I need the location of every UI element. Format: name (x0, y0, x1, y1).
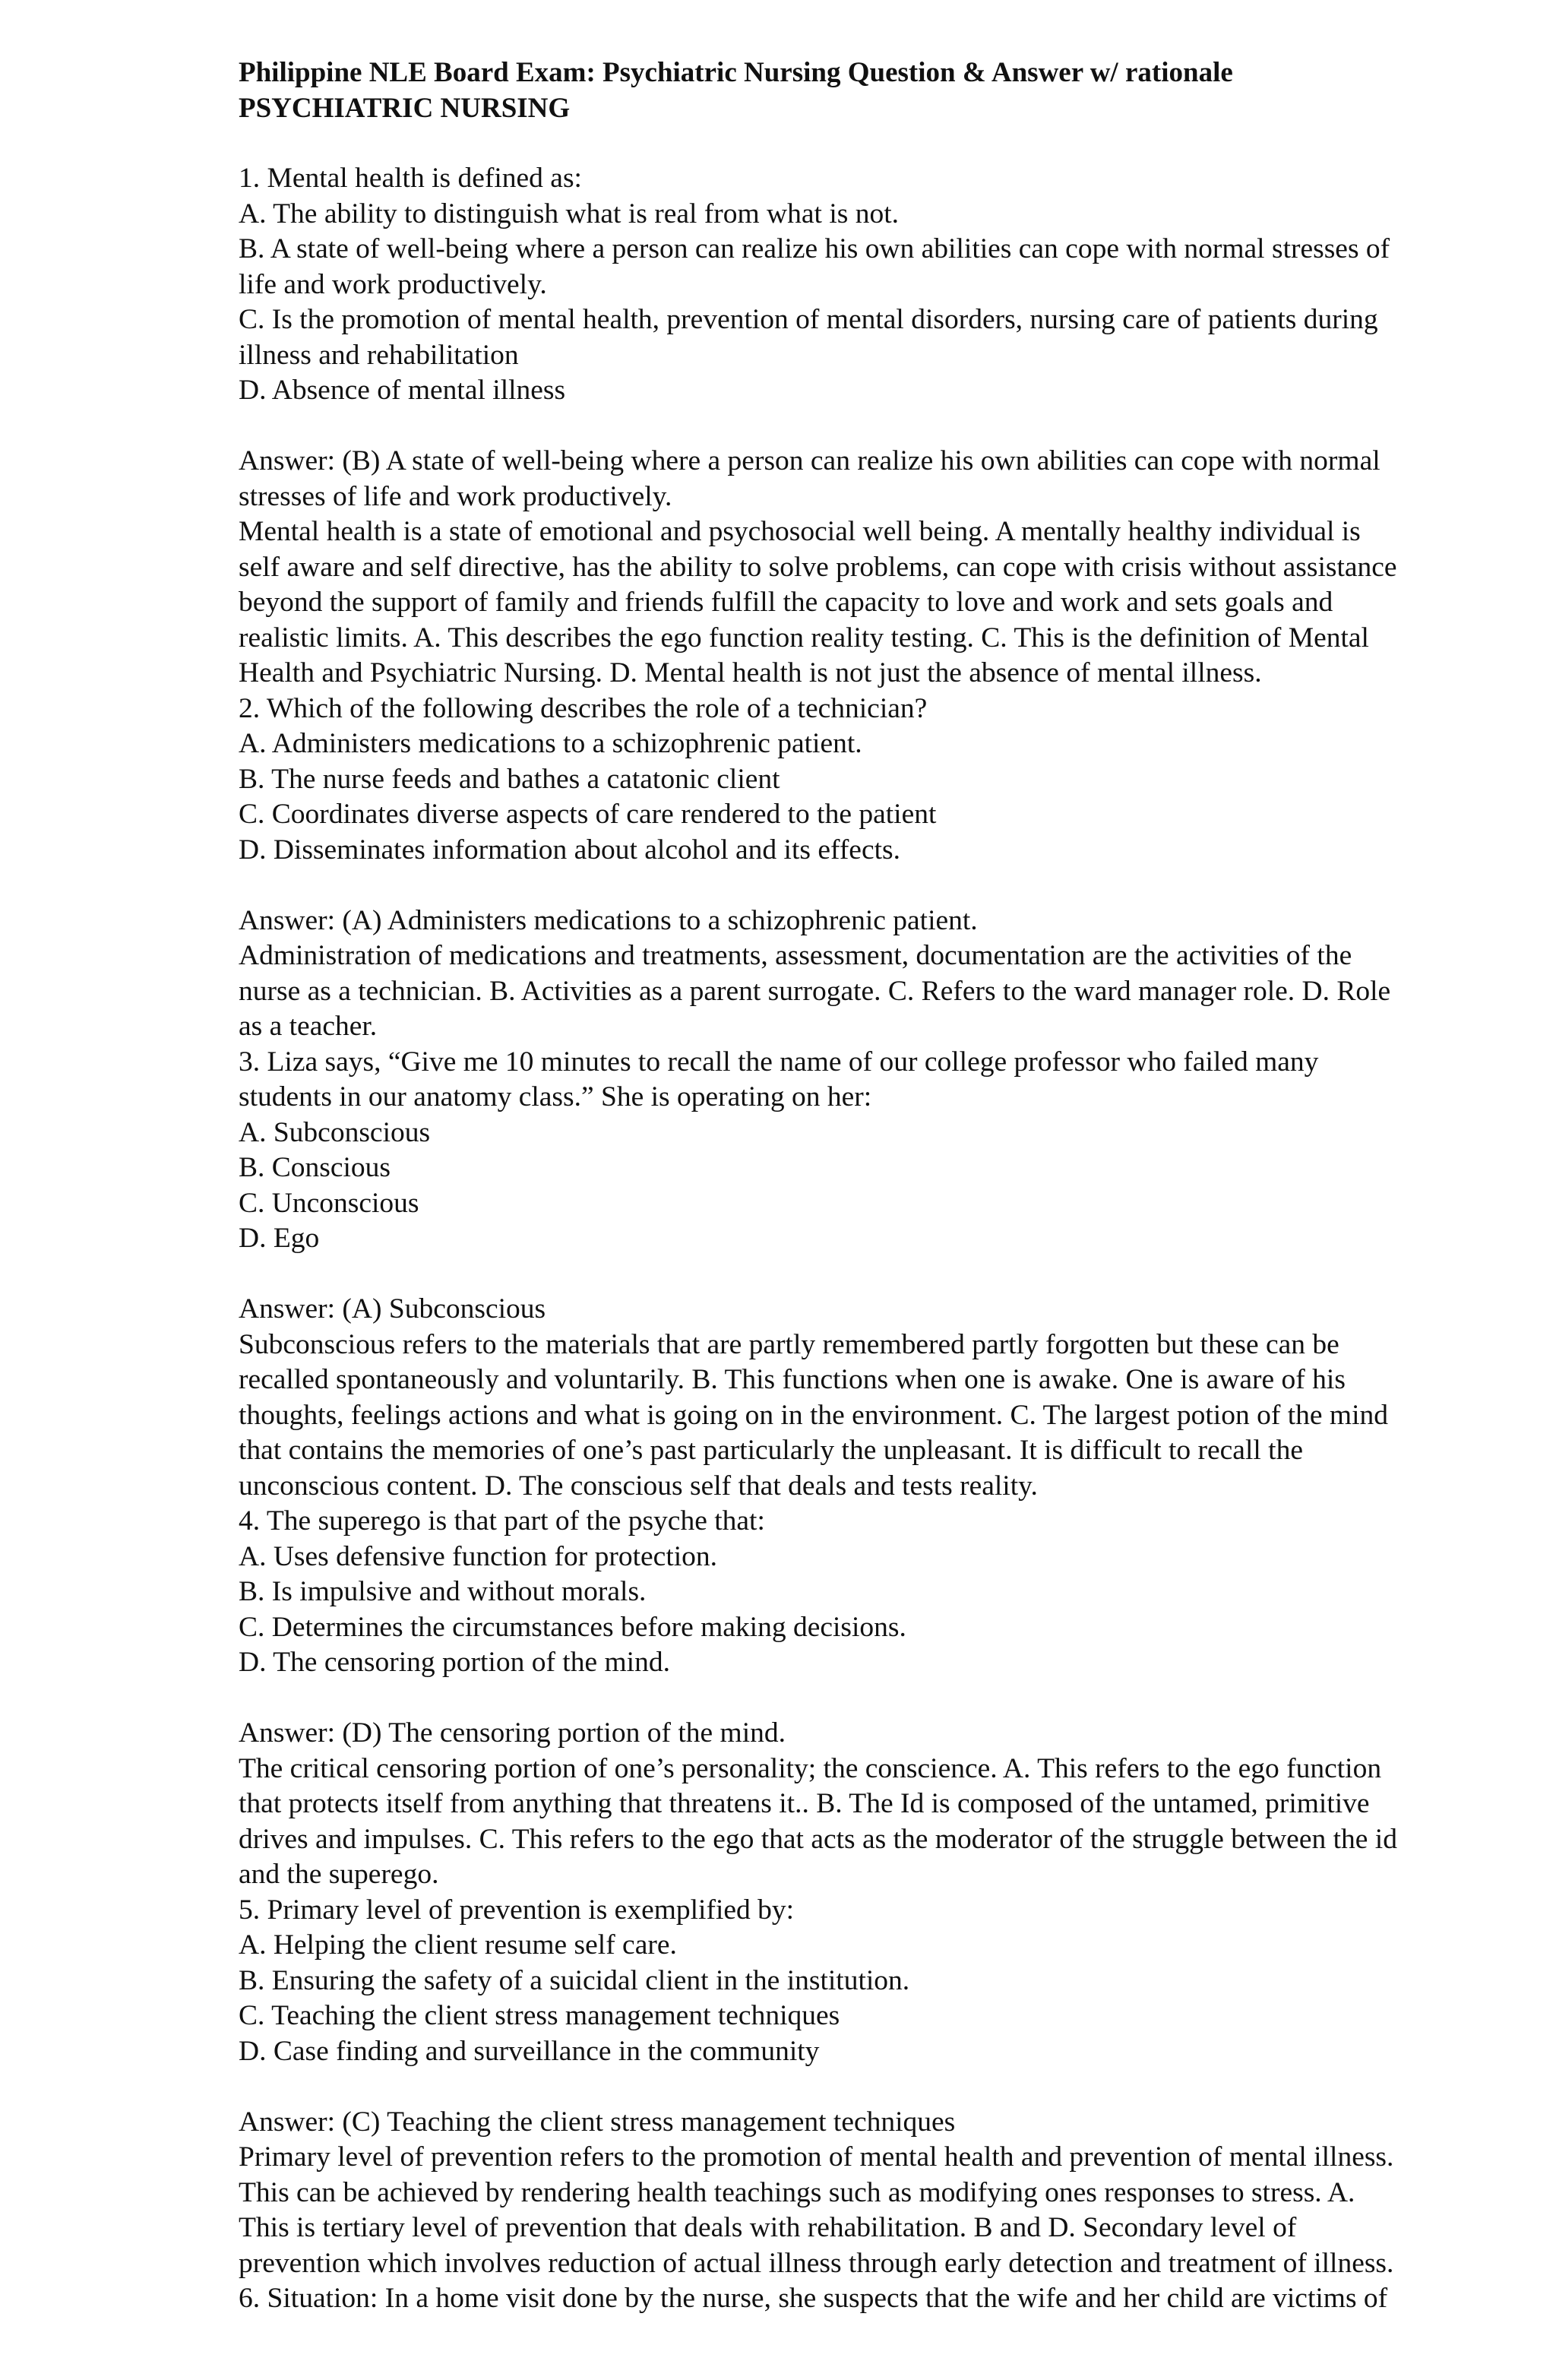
rationale-line: Primary level of prevention refers to the promotion of mental health and prevention of mental illness. (239, 2141, 1394, 2173)
question-1 (239, 161, 1500, 692)
rationale-line: recalled spontaneously and voluntarily. B. This functions when one is awake. One is aware of his (239, 1364, 1346, 1395)
choice-b: B. Conscious (239, 1152, 391, 1183)
rationale-line: This is tertiary level of prevention that deals with rehabilitation. B and D. Secondary level of (239, 2212, 1297, 2243)
choice-c: C. Determines the circumstances before making decisions. (239, 1611, 906, 1643)
choice-a: A. Subconscious (239, 1116, 431, 1148)
answer-line: Answer: (C) Teaching the client stress management techniques (239, 2106, 956, 2138)
choice-d: D. Absence of mental illness (239, 375, 566, 406)
choice-c: C. Coordinates diverse aspects of care rendered to the patient (239, 799, 937, 830)
choice-c: C. Teaching the client stress management techniques (239, 2000, 840, 2031)
choice-a: A. The ability to distinguish what is real from what is not. (239, 198, 900, 229)
rationale-line: unconscious content. D. The conscious self that deals and tests reality. (239, 1470, 1038, 1502)
question-4 (239, 1504, 1500, 1893)
choice-a: A. Helping the client resume self care. (239, 1929, 677, 1961)
rationale-line: Subconscious refers to the materials that are partly remembered partly forgotten but these can be (239, 1328, 1339, 1360)
rationale-line: that contains the memories of one’s past particularly the unpleasant. It is difficult to recall the (239, 1435, 1303, 1466)
spacer (239, 1681, 1500, 1717)
rationale-line: The critical censoring portion of one’s personality; the conscience. A. This refers to the ego function (239, 1752, 1382, 1784)
rationale-line: that protects itself from anything that threatens it.. B. The Id is composed of the untamed, primitive (239, 1788, 1370, 1819)
question-text: 4. The superego is that part of the psyche that: (239, 1505, 765, 1537)
choice-c: C. Is the promotion of mental health, prevention of mental disorders, nursing care of patients during (239, 304, 1378, 335)
rationale-line: and the superego. (239, 1859, 439, 1890)
answer-line-cont: stresses of life and work productively. (239, 480, 672, 512)
question-text: 3. Liza says, “Give me 10 minutes to recall the name of our college professor who failed many (239, 1046, 1319, 1078)
rationale-line: realistic limits. A. This describes the ego function reality testing. C. This is the definition of Mental (239, 622, 1369, 654)
question-6 (239, 2281, 1500, 2317)
choice-a: A. Uses defensive function for protection. (239, 1540, 718, 1572)
choice-d: D. The censoring portion of the mind. (239, 1647, 670, 1678)
choice-b: B. Ensuring the safety of a suicidal client in the institution. (239, 1964, 910, 1996)
document-page (239, 55, 1500, 2317)
question-text: 2. Which of the following describes the role of a technician? (239, 692, 928, 724)
question-5 (239, 1893, 1500, 2282)
rationale-line: drives and impulses. C. This refers to the ego that acts as the moderator of the struggle between the id (239, 1823, 1397, 1855)
choice-a: A. Administers medications to a schizophrenic patient. (239, 728, 862, 759)
question-2 (239, 692, 1500, 1045)
document-title: Philippine NLE Board Exam: Psychiatric Nursing Question & Answer w/ rationale (239, 57, 1233, 88)
rationale-line: Administration of medications and treatments, assessment, documentation are the activities of the (239, 940, 1352, 971)
choice-d: D. Ego (239, 1223, 320, 1254)
spacer (239, 868, 1500, 904)
choice-c: C. Unconscious (239, 1187, 419, 1219)
rationale-line: This can be achieved by rendering health teachings such as modifying ones responses to stress. A. (239, 2176, 1355, 2208)
choice-b: B. A state of well-being where a person can realize his own abilities can cope with normal stresses of (239, 233, 1390, 264)
answer-line: Answer: (D) The censoring portion of the mind. (239, 1717, 786, 1749)
choice-d: D. Disseminates information about alcohol and its effects. (239, 834, 900, 866)
answer-line: Answer: (B) A state of well-being where a person can realize his own abilities can cope with normal (239, 445, 1380, 476)
rationale-line: nurse as a technician. B. Activities as a parent surrogate. C. Refers to the ward manager role. D. Role (239, 975, 1391, 1007)
rationale-line: as a teacher. (239, 1011, 378, 1042)
spacer (239, 2069, 1500, 2105)
spacer (239, 409, 1500, 445)
rationale-line: Health and Psychiatric Nursing. D. Mental health is not just the absence of mental illness. (239, 657, 1262, 688)
choice-b: B. The nurse feeds and bathes a catatonic client (239, 763, 780, 795)
rationale-line: Mental health is a state of emotional and psychosocial well being. A mentally healthy individual is (239, 516, 1361, 547)
choice-c-cont: illness and rehabilitation (239, 339, 519, 371)
question-text-cont: students in our anatomy class.” She is operating on her: (239, 1081, 872, 1112)
spacer (239, 1257, 1500, 1293)
choice-b: B. Is impulsive and without morals. (239, 1576, 647, 1607)
rationale-line: thoughts, feelings actions and what is going on in the environment. C. The largest potion of the mind (239, 1399, 1388, 1431)
rationale-line: self aware and self directive, has the ability to solve problems, can cope with crisis without assistance (239, 551, 1397, 583)
question-text: 6. Situation: In a home visit done by the nurse, she suspects that the wife and her child are victims of (239, 2283, 1388, 2314)
question-text: 1. Mental health is defined as: (239, 163, 582, 194)
choice-b-cont: life and work productively. (239, 268, 547, 300)
rationale-line: beyond the support of family and friends fulfill the capacity to love and work and sets goals and (239, 587, 1333, 618)
document-header (239, 55, 1500, 126)
answer-line: Answer: (A) Subconscious (239, 1293, 546, 1325)
answer-line: Answer: (A) Administers medications to a schizophrenic patient. (239, 904, 978, 936)
question-3 (239, 1045, 1500, 1505)
document-subtitle: PSYCHIATRIC NURSING (239, 93, 571, 124)
rationale-line: prevention which involves reduction of actual illness through early detection and treatment of illness. (239, 2247, 1394, 2279)
question-text: 5. Primary level of prevention is exemplified by: (239, 1894, 795, 1926)
choice-d: D. Case finding and surveillance in the community (239, 2035, 820, 2067)
